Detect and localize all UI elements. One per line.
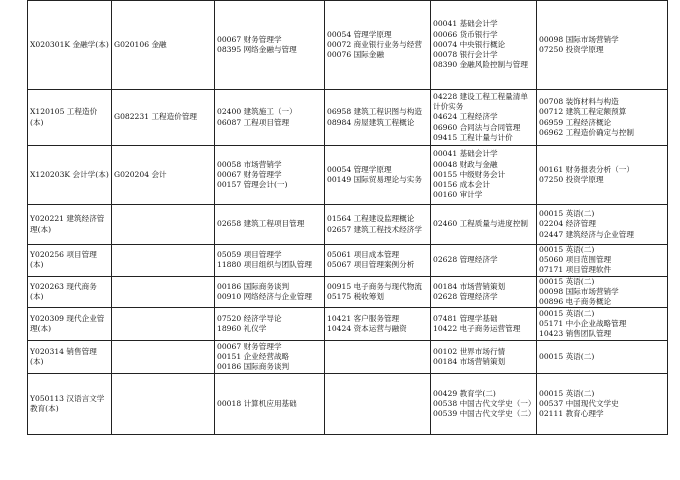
course-cell-c4 [325,1,431,90]
course-entry: 02400 建筑施工（一） [217,107,297,117]
course-cell-c5 [431,205,537,245]
course-entry: 05059 项目管理学 [217,250,282,260]
course-entry: 00538 中国古代文学史（一） [433,399,536,409]
course-entry: 00186 国际商务谈判 [217,362,290,372]
major-cell: Y020256 项目管理(本) [28,245,112,277]
course-entry: 00155 中级财务会计 [433,169,506,179]
course-entry: 02658 建筑工程项目管理 [217,219,305,229]
course-entry: 00157 管理会计(一) [217,180,288,190]
course-cell-c3 [215,341,325,374]
course-cell-c6 [537,308,668,341]
course-entry: 00058 市场营销学 [217,159,282,169]
course-cell-c6 [537,276,668,308]
course-entry: 00066 货币银行学 [433,29,498,39]
course-entry: 00151 企业经营战略 [217,352,290,362]
course-entry: 00098 国际市场营销学 [539,286,619,296]
course-entry: 02111 教育心理学 [539,409,604,419]
course-cell-c5 [431,341,537,374]
course-entry: 00015 英语(二) [539,209,595,219]
course-entry: 00054 管理学原理 [327,29,392,39]
course-entry: 05171 中小企业战略管理 [539,319,627,329]
table-row [28,374,668,435]
course-cell-c5 [431,90,537,146]
specialty-cell: G082231 工程造价管理 [112,90,215,146]
course-entry: 00186 国际商务谈判 [217,281,290,291]
course-entry: 00102 世界市场行情 [433,347,506,357]
course-entry: 00018 计算机应用基础 [217,399,297,409]
course-cell-c5 [431,1,537,90]
course-entry: 00156 成本会计 [433,180,490,190]
course-cell-c3 [215,276,325,308]
course-entry: 00015 英语(二) [539,308,595,318]
course-entry: 00048 财政与金融 [433,159,498,169]
course-cell-c6 [537,341,668,374]
table-row [28,245,668,277]
table-row [28,90,668,146]
table-row [28,276,668,308]
course-entry: 02460 工程质量与进度控制 [433,219,528,229]
specialty-cell [112,308,215,341]
course-entry: 00072 商业银行业务与经营 [327,39,422,49]
specialty-cell [112,205,215,245]
course-entry: 00149 国际贸易理论与实务 [327,175,422,184]
course-entry: 00915 电子商务与现代物流 [327,281,422,291]
course-entry: 00184 市场营销策划 [433,357,506,367]
course-entry: 00078 银行会计学 [433,50,498,60]
course-cell-c3 [215,146,325,205]
course-cell-c5 [431,245,537,277]
course-entry: 00712 建筑工程定额预算 [539,107,627,117]
course-entry: 00015 英语(二) [539,352,595,362]
course-cell-c5 [431,146,537,205]
course-cell-c6 [537,374,668,435]
table-row [28,205,668,245]
course-entry: 00896 电子商务概论 [539,297,612,307]
course-entry: 10423 销售团队管理 [539,329,612,339]
course-entry: 01564 工程建设监理概论 [327,214,415,224]
course-entry: 07520 经济学导论 [217,314,282,324]
major-cell: X120105 工程造价(本) [28,90,112,146]
course-entry: 02628 管理经济学 [433,255,498,265]
course-entry: 00015 英语(二) [539,388,595,398]
course-cell-c4 [325,374,431,435]
table-row [28,1,668,90]
course-cell-c6 [537,1,668,90]
course-entry: 00067 财务管理学 [217,341,282,351]
course-entry: 00054 管理学原理 [327,164,392,174]
course-cell-c3 [215,374,325,435]
course-entry: 08390 金融风险控制与管理 [433,60,528,70]
course-entry: 10421 客户服务管理 [327,314,400,324]
course-cell-c4 [325,245,431,277]
table-row [28,146,668,205]
course-cell-c5 [431,374,537,435]
course-cell-c6 [537,90,668,146]
specialty-cell: G020106 金融 [112,1,215,90]
course-entry: 06960 合同法与合同管理 [433,122,521,132]
course-cell-c4 [325,308,431,341]
course-entry: 18960 礼仪学 [217,324,267,334]
course-entry: 04624 工程经济学 [433,112,498,122]
course-entry: 07250 投资学原理 [539,175,604,184]
course-entry: 05060 项目范围管理 [539,255,612,265]
course-cell-c3 [215,90,325,146]
course-entry: 02447 建筑经济与企业管理 [539,229,634,239]
course-entry: 00067 财务管理学 [217,34,282,44]
course-cell-c3 [215,245,325,277]
specialty-cell [112,374,215,435]
major-cell: X020301K 金融学(本) [28,1,112,90]
course-cell-c3 [215,1,325,90]
major-cell: Y020309 现代企业管理(本) [28,308,112,341]
course-entry: 02657 建筑工程技术经济学 [327,224,422,234]
course-entry: 00015 英语(二) [539,245,595,254]
course-entry: 00041 基础会计学 [433,19,498,29]
major-cell: Y020314 销售管理(本) [28,341,112,374]
course-entry: 00160 审计学 [433,190,483,200]
course-entry: 04228 建设工程工程量清单计价实务 [433,91,528,112]
specialty-cell [112,341,215,374]
course-entry: 02628 管理经济学 [433,291,498,301]
course-entry: 09415 工程计量与计价 [433,132,513,142]
course-cell-c4 [325,276,431,308]
course-entry: 00041 基础会计学 [433,149,498,159]
course-cell-c3 [215,205,325,245]
course-entry: 06959 工程经济概论 [539,117,612,127]
course-entry: 06087 工程项目管理 [217,117,290,127]
course-cell-c5 [431,308,537,341]
course-table [27,0,668,435]
course-entry: 00076 国际金融 [327,50,384,60]
course-cell-c5 [431,276,537,308]
course-entry: 00067 财务管理学 [217,169,282,179]
course-cell-c4 [325,90,431,146]
specialty-cell [112,276,215,308]
course-entry: 08984 房屋建筑工程概论 [327,117,415,127]
course-entry: 00184 市场营销策划 [433,281,506,291]
course-entry: 00161 财务报表分析（一） [539,164,634,174]
course-entry: 10424 资本运营与融资 [327,324,407,334]
specialty-cell [112,245,215,277]
course-entry: 00537 中国现代文学史 [539,399,619,409]
table-row [28,341,668,374]
course-entry: 00074 中央银行概论 [433,39,506,49]
course-entry: 06962 工程造价确定与控制 [539,127,634,137]
major-cell: Y020221 建筑经济管理(本) [28,205,112,245]
course-entry: 00708 装饰材料与构造 [539,97,619,107]
course-cell-c6 [537,245,668,277]
course-entry: 00910 网络经济与企业管理 [217,291,312,301]
major-cell: X120203K 会计学(本) [28,146,112,205]
course-entry: 07250 投资学原理 [539,45,604,54]
course-cell-c3 [215,308,325,341]
course-entry: 00429 教育学(二) [433,388,496,398]
course-entry: 07481 管理学基础 [433,314,498,324]
course-entry: 06958 建筑工程识图与构造 [327,107,422,117]
major-cell: Y050113 汉语言文学教育(本) [28,374,112,435]
course-entry: 05175 税收筹划 [327,291,384,301]
course-entry: 00098 国际市场营销学 [539,34,619,44]
course-entry: 05067 项目管理案例分析 [327,260,415,270]
course-cell-c4 [325,341,431,374]
course-entry: 10422 电子商务运营管理 [433,324,521,334]
course-entry: 00015 英语(二) [539,276,595,286]
course-entry: 02204 经济管理 [539,219,596,229]
major-cell: Y020263 现代商务(本) [28,276,112,308]
course-entry: 11880 项目组织与团队管理 [217,260,312,270]
course-entry: 05061 项目成本管理 [327,250,400,260]
course-entry: 00539 中国古代文学史（二） [433,409,536,419]
course-cell-c6 [537,205,668,245]
course-cell-c6 [537,146,668,205]
course-entry: 07171 项目管理软件 [539,265,612,275]
specialty-cell: G020204 会计 [112,146,215,205]
course-cell-c4 [325,205,431,245]
table-row [28,308,668,341]
course-entry: 08395 网络金融与管理 [217,45,297,54]
course-cell-c4 [325,146,431,205]
